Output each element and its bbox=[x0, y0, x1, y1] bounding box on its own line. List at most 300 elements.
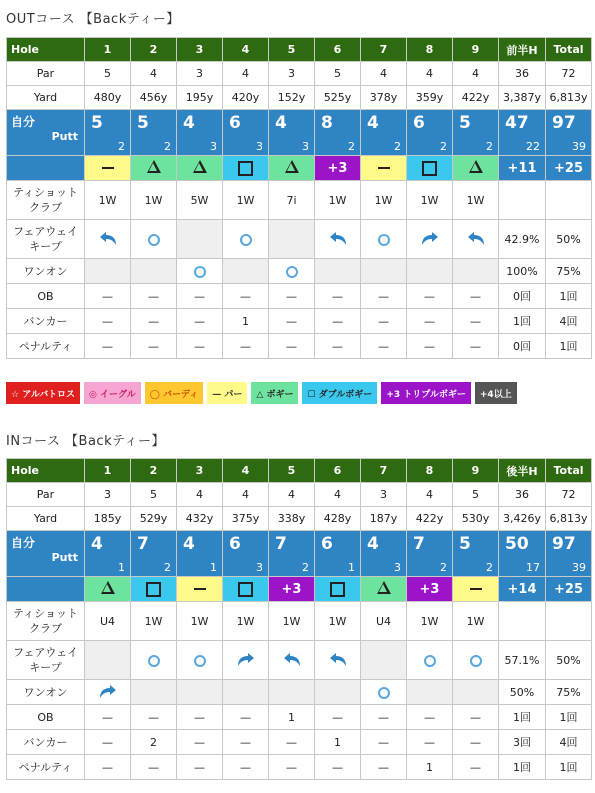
yard-row-cell: 152y bbox=[269, 86, 315, 110]
par-dash-icon bbox=[378, 167, 390, 169]
putts-value: 3 bbox=[302, 140, 309, 153]
hole-header-cell: 5 bbox=[269, 38, 315, 62]
fairway-sum-cell: 42.9% bbox=[499, 220, 546, 259]
tee-club-cell: 1W bbox=[361, 181, 407, 220]
fairway-cell bbox=[85, 641, 131, 680]
self-label: 自分 bbox=[11, 536, 36, 550]
ob-row-label: OB bbox=[7, 705, 85, 730]
hole-header-cell: 2 bbox=[131, 459, 177, 483]
putts-value: 2 bbox=[440, 561, 447, 574]
penalty-row-cell: — bbox=[223, 755, 269, 780]
par-row-cell: 36 bbox=[499, 62, 546, 86]
yard-row-cell: 420y bbox=[223, 86, 269, 110]
in-scorecard-table bbox=[6, 458, 592, 780]
hole-header-cell: 後半H bbox=[499, 459, 546, 483]
strokes-value: 4 bbox=[367, 113, 379, 133]
fairway-row bbox=[7, 220, 592, 259]
putts-value: 2 bbox=[486, 561, 493, 574]
yard-row-cell: 3,387y bbox=[499, 86, 546, 110]
bunker-row-cell: — bbox=[453, 730, 499, 755]
tee-club-cell bbox=[499, 602, 546, 641]
par-row-cell: 3 bbox=[361, 483, 407, 507]
par-row-cell: 4 bbox=[453, 62, 499, 86]
result-text: +3 bbox=[419, 581, 440, 597]
penalty-row-cell: — bbox=[177, 755, 223, 780]
strokes-value: 4 bbox=[183, 113, 195, 133]
bogey-triangle-icon bbox=[147, 160, 161, 173]
hole-header-cell: Total bbox=[546, 38, 592, 62]
fairway-hit-icon bbox=[194, 266, 206, 278]
hole-header-label: Hole bbox=[7, 459, 85, 483]
strokes-value: 7 bbox=[413, 534, 425, 554]
bunker-row-cell: — bbox=[85, 730, 131, 755]
fairway-cell bbox=[361, 220, 407, 259]
strokes-value: 4 bbox=[183, 534, 195, 554]
putts-value: 39 bbox=[572, 140, 586, 153]
tee-club-cell bbox=[499, 181, 546, 220]
bunker-row-cell: — bbox=[315, 309, 361, 334]
ob-row-cell: — bbox=[223, 705, 269, 730]
tee-club-row bbox=[7, 602, 592, 641]
tee-club-cell: 1W bbox=[269, 602, 315, 641]
bogey-triangle-icon bbox=[101, 581, 115, 594]
miss-right-arrow-icon bbox=[98, 685, 118, 698]
hole-header-cell: 4 bbox=[223, 459, 269, 483]
yard-row-cell: 530y bbox=[453, 507, 499, 531]
score-cell bbox=[453, 531, 499, 577]
one-on-cell bbox=[131, 680, 177, 705]
par-row bbox=[7, 62, 592, 86]
score-cell bbox=[499, 531, 546, 577]
bogey-triangle-icon bbox=[469, 160, 483, 173]
fairway-hit-icon bbox=[148, 234, 160, 246]
putts-value: 2 bbox=[164, 561, 171, 574]
bunker-row-cell: 1回 bbox=[499, 309, 546, 334]
fairway-row bbox=[7, 641, 592, 680]
one-on-cell bbox=[269, 259, 315, 284]
fairway-cell bbox=[361, 641, 407, 680]
fairway-hit-icon bbox=[148, 655, 160, 667]
score-cell bbox=[315, 110, 361, 156]
one-on-row bbox=[7, 680, 592, 705]
tee-club-cell: 1W bbox=[85, 181, 131, 220]
penalty-row-cell: — bbox=[407, 334, 453, 359]
one-on-cell bbox=[407, 259, 453, 284]
ob-row-label: OB bbox=[7, 284, 85, 309]
ob-row-cell: — bbox=[407, 284, 453, 309]
par-dash-icon bbox=[102, 167, 114, 169]
strokes-value: 5 bbox=[459, 113, 471, 133]
one-on-cell bbox=[131, 259, 177, 284]
result-par-cell bbox=[361, 156, 407, 181]
result-double-cell bbox=[131, 577, 177, 602]
score-cell bbox=[177, 110, 223, 156]
result-sum-cell: +25 bbox=[546, 577, 592, 602]
miss-left-arrow-icon bbox=[328, 653, 348, 666]
miss-right-arrow-icon bbox=[420, 232, 440, 245]
penalty-row-cell: — bbox=[269, 755, 315, 780]
putts-value: 2 bbox=[394, 140, 401, 153]
fairway-cell bbox=[177, 220, 223, 259]
hole-header-cell: 9 bbox=[453, 459, 499, 483]
bunker-row-cell: — bbox=[361, 309, 407, 334]
fairway-hit-icon bbox=[286, 266, 298, 278]
miss-left-arrow-icon bbox=[466, 232, 486, 245]
par-row-cell: 4 bbox=[131, 62, 177, 86]
result-double-cell bbox=[315, 577, 361, 602]
ob-row-cell: — bbox=[131, 705, 177, 730]
fairway-cell bbox=[223, 220, 269, 259]
penalty-row-label: ペナルティ bbox=[7, 755, 85, 780]
result-par-cell bbox=[453, 577, 499, 602]
putts-value: 2 bbox=[440, 140, 447, 153]
bunker-row-label: バンカー bbox=[7, 309, 85, 334]
strokes-value: 6 bbox=[229, 113, 241, 133]
fairway-sum-cell: 50% bbox=[546, 220, 592, 259]
tee-club-cell: 1W bbox=[131, 181, 177, 220]
yard-row-cell: 428y bbox=[315, 507, 361, 531]
penalty-row-cell: — bbox=[315, 334, 361, 359]
tee-club-cell: 1W bbox=[315, 602, 361, 641]
one-on-sum-cell: 75% bbox=[546, 259, 592, 284]
result-bogey-cell bbox=[453, 156, 499, 181]
legend-item: — パー bbox=[207, 382, 247, 404]
legend-item: ☆ アルバトロス bbox=[6, 382, 80, 404]
penalty-row-cell: — bbox=[85, 334, 131, 359]
miss-left-arrow-icon bbox=[282, 653, 302, 666]
par-row-cell: 4 bbox=[315, 483, 361, 507]
bunker-row-cell: — bbox=[361, 730, 407, 755]
one-on-label: ワンオン bbox=[7, 680, 85, 705]
yard-row-cell: 529y bbox=[131, 507, 177, 531]
par-row-cell: 4 bbox=[177, 483, 223, 507]
fairway-hit-icon bbox=[470, 655, 482, 667]
hole-header-cell: 1 bbox=[85, 38, 131, 62]
fairway-hit-icon bbox=[378, 234, 390, 246]
legend-item: ☐ ダブルボギー bbox=[302, 382, 377, 404]
ob-row-cell: 0回 bbox=[499, 284, 546, 309]
yard-row-label: Yard bbox=[7, 86, 85, 110]
par-row-cell: 4 bbox=[407, 62, 453, 86]
penalty-row-cell: — bbox=[361, 334, 407, 359]
miss-left-arrow-icon bbox=[328, 232, 348, 245]
tee-club-cell: 1W bbox=[223, 602, 269, 641]
bunker-row-cell: — bbox=[85, 309, 131, 334]
tee-club-label: ティショット クラブ bbox=[7, 181, 85, 220]
penalty-row-cell: — bbox=[361, 755, 407, 780]
hole-header-cell: 8 bbox=[407, 38, 453, 62]
ob-row-cell: — bbox=[85, 284, 131, 309]
score-cell bbox=[269, 531, 315, 577]
one-on-sum-cell: 100% bbox=[499, 259, 546, 284]
one-on-cell bbox=[361, 680, 407, 705]
double-bogey-square-icon bbox=[238, 161, 253, 176]
penalty-row-cell: — bbox=[453, 755, 499, 780]
yard-row-cell: 456y bbox=[131, 86, 177, 110]
out-course-title: OUTコース 【Backティー】 bbox=[6, 12, 180, 27]
putts-value: 2 bbox=[164, 140, 171, 153]
strokes-value: 7 bbox=[137, 534, 149, 554]
par-row-label: Par bbox=[7, 483, 85, 507]
tee-club-label: ティショット クラブ bbox=[7, 602, 85, 641]
bunker-row-cell: — bbox=[453, 309, 499, 334]
penalty-row-cell: — bbox=[315, 755, 361, 780]
tee-club-cell: 1W bbox=[453, 181, 499, 220]
par-row-cell: 3 bbox=[177, 62, 223, 86]
strokes-value: 47 bbox=[505, 113, 529, 133]
putts-value: 22 bbox=[526, 140, 540, 153]
par-row-cell: 4 bbox=[407, 483, 453, 507]
penalty-row-cell: — bbox=[131, 755, 177, 780]
double-bogey-square-icon bbox=[238, 582, 253, 597]
fairway-cell bbox=[453, 220, 499, 259]
strokes-value: 5 bbox=[459, 534, 471, 554]
putts-value: 17 bbox=[526, 561, 540, 574]
yard-row-cell: 480y bbox=[85, 86, 131, 110]
one-on-cell bbox=[315, 680, 361, 705]
strokes-value: 5 bbox=[91, 113, 103, 133]
fairway-cell bbox=[269, 641, 315, 680]
legend-item: △ ボギー bbox=[251, 382, 298, 404]
hole-header-cell: 2 bbox=[131, 38, 177, 62]
bunker-row-cell: — bbox=[407, 730, 453, 755]
one-on-cell bbox=[85, 259, 131, 284]
in-course-title: INコース 【Backティー】 bbox=[6, 434, 166, 449]
hole-header-row bbox=[7, 38, 592, 62]
fairway-cell bbox=[131, 220, 177, 259]
ob-row-cell: — bbox=[361, 705, 407, 730]
self-label-cell bbox=[7, 110, 85, 156]
hole-header-cell: 6 bbox=[315, 459, 361, 483]
bunker-row-cell: — bbox=[177, 309, 223, 334]
bunker-row-cell: 4回 bbox=[546, 730, 592, 755]
score-row bbox=[7, 110, 592, 156]
ob-row-cell: 1回 bbox=[546, 705, 592, 730]
score-cell bbox=[177, 531, 223, 577]
double-bogey-square-icon bbox=[146, 582, 161, 597]
result-triple-cell bbox=[407, 577, 453, 602]
par-row-cell: 4 bbox=[269, 483, 315, 507]
result-sum-cell: +11 bbox=[499, 156, 546, 181]
penalty-row-cell: 1回 bbox=[546, 334, 592, 359]
one-on-cell bbox=[453, 680, 499, 705]
ob-row-cell: — bbox=[453, 284, 499, 309]
one-on-label: ワンオン bbox=[7, 259, 85, 284]
bunker-row-cell: — bbox=[223, 730, 269, 755]
fairway-hit-icon bbox=[378, 687, 390, 699]
miss-right-arrow-icon bbox=[236, 653, 256, 666]
fairway-cell bbox=[131, 641, 177, 680]
tee-club-cell: U4 bbox=[85, 602, 131, 641]
tee-club-cell: 1W bbox=[453, 602, 499, 641]
yard-row bbox=[7, 86, 592, 110]
hole-header-cell: 8 bbox=[407, 459, 453, 483]
par-row-label: Par bbox=[7, 62, 85, 86]
hole-header-cell: 9 bbox=[453, 38, 499, 62]
bogey-triangle-icon bbox=[193, 160, 207, 173]
self-label: 自分 bbox=[11, 115, 36, 129]
score-cell bbox=[131, 531, 177, 577]
ob-row-cell: — bbox=[131, 284, 177, 309]
tee-club-row bbox=[7, 181, 592, 220]
putt-label: Putt bbox=[51, 130, 78, 143]
one-on-cell bbox=[315, 259, 361, 284]
yard-row-cell: 6,813y bbox=[546, 86, 592, 110]
bunker-row-cell: 1 bbox=[315, 730, 361, 755]
ob-row-cell: — bbox=[315, 284, 361, 309]
yard-row-cell: 422y bbox=[453, 86, 499, 110]
putts-value: 3 bbox=[256, 140, 263, 153]
one-on-cell bbox=[407, 680, 453, 705]
putts-value: 2 bbox=[486, 140, 493, 153]
yard-row-cell: 338y bbox=[269, 507, 315, 531]
yard-row-label: Yard bbox=[7, 507, 85, 531]
par-row-cell: 72 bbox=[546, 62, 592, 86]
strokes-value: 50 bbox=[505, 534, 529, 554]
score-cell bbox=[223, 110, 269, 156]
bunker-row-cell: — bbox=[269, 309, 315, 334]
par-row-cell: 5 bbox=[453, 483, 499, 507]
result-double-cell bbox=[223, 577, 269, 602]
yard-row-cell: 378y bbox=[361, 86, 407, 110]
one-on-sum-cell: 50% bbox=[499, 680, 546, 705]
fairway-sum-cell: 50% bbox=[546, 641, 592, 680]
result-sum-cell: +25 bbox=[546, 156, 592, 181]
result-bogey-cell bbox=[269, 156, 315, 181]
strokes-value: 6 bbox=[413, 113, 425, 133]
yard-row-cell: 359y bbox=[407, 86, 453, 110]
bogey-triangle-icon bbox=[285, 160, 299, 173]
fairway-sum-cell: 57.1% bbox=[499, 641, 546, 680]
one-on-cell bbox=[269, 680, 315, 705]
tee-club-cell: 5W bbox=[177, 181, 223, 220]
result-blank-cell bbox=[7, 156, 85, 181]
ob-row-cell: — bbox=[85, 705, 131, 730]
par-row-cell: 4 bbox=[361, 62, 407, 86]
score-cell bbox=[361, 110, 407, 156]
par-row-cell: 36 bbox=[499, 483, 546, 507]
tee-club-cell: 1W bbox=[407, 602, 453, 641]
fairway-cell bbox=[177, 641, 223, 680]
fairway-cell bbox=[407, 641, 453, 680]
penalty-row-cell: — bbox=[269, 334, 315, 359]
penalty-row bbox=[7, 755, 592, 780]
yard-row-cell: 185y bbox=[85, 507, 131, 531]
ob-row-cell: 1回 bbox=[499, 705, 546, 730]
strokes-value: 8 bbox=[321, 113, 333, 133]
one-on-cell bbox=[361, 259, 407, 284]
bunker-row-cell: — bbox=[269, 730, 315, 755]
tee-club-cell: 1W bbox=[223, 181, 269, 220]
putts-value: 1 bbox=[348, 561, 355, 574]
result-triple-cell bbox=[269, 577, 315, 602]
hole-header-label: Hole bbox=[7, 38, 85, 62]
hole-header-cell: 3 bbox=[177, 38, 223, 62]
fairway-cell bbox=[407, 220, 453, 259]
fairway-cell bbox=[223, 641, 269, 680]
fairway-cell bbox=[269, 220, 315, 259]
penalty-row-cell: 1回 bbox=[499, 755, 546, 780]
fairway-label: フェアウェイ キープ bbox=[7, 641, 85, 680]
self-label-cell bbox=[7, 531, 85, 577]
penalty-row-cell: 0回 bbox=[499, 334, 546, 359]
result-double-cell bbox=[407, 156, 453, 181]
one-on-cell bbox=[177, 259, 223, 284]
ob-row-cell: — bbox=[177, 284, 223, 309]
fairway-cell bbox=[315, 220, 361, 259]
yard-row-cell: 525y bbox=[315, 86, 361, 110]
hole-header-cell: 1 bbox=[85, 459, 131, 483]
one-on-cell bbox=[453, 259, 499, 284]
par-row-cell: 72 bbox=[546, 483, 592, 507]
ob-row-cell: — bbox=[361, 284, 407, 309]
fairway-hit-icon bbox=[194, 655, 206, 667]
hole-header-cell: 3 bbox=[177, 459, 223, 483]
one-on-row bbox=[7, 259, 592, 284]
putts-value: 1 bbox=[118, 561, 125, 574]
score-cell bbox=[361, 531, 407, 577]
result-row bbox=[7, 156, 592, 181]
bunker-row-cell: 1 bbox=[223, 309, 269, 334]
tee-club-cell: 1W bbox=[177, 602, 223, 641]
ob-row-cell: — bbox=[177, 705, 223, 730]
bunker-row-cell: 4回 bbox=[546, 309, 592, 334]
putts-value: 2 bbox=[302, 561, 309, 574]
strokes-value: 97 bbox=[552, 113, 576, 133]
result-bogey-cell bbox=[361, 577, 407, 602]
result-par-cell bbox=[177, 577, 223, 602]
one-on-cell bbox=[223, 680, 269, 705]
hole-header-cell: Total bbox=[546, 459, 592, 483]
strokes-value: 5 bbox=[137, 113, 149, 133]
ob-row-cell: 1回 bbox=[546, 284, 592, 309]
score-cell bbox=[85, 531, 131, 577]
bunker-row bbox=[7, 730, 592, 755]
result-triple-cell bbox=[315, 156, 361, 181]
tee-club-cell: 1W bbox=[131, 602, 177, 641]
result-row bbox=[7, 577, 592, 602]
score-cell bbox=[546, 531, 592, 577]
yard-row-cell: 375y bbox=[223, 507, 269, 531]
tee-club-cell bbox=[546, 181, 592, 220]
score-cell bbox=[315, 531, 361, 577]
putts-value: 39 bbox=[572, 561, 586, 574]
putts-value: 3 bbox=[256, 561, 263, 574]
one-on-cell bbox=[223, 259, 269, 284]
penalty-row-cell: — bbox=[177, 334, 223, 359]
fairway-hit-icon bbox=[424, 655, 436, 667]
ob-row-cell: — bbox=[269, 284, 315, 309]
strokes-value: 97 bbox=[552, 534, 576, 554]
score-cell bbox=[499, 110, 546, 156]
yard-row bbox=[7, 507, 592, 531]
hole-header-cell: 4 bbox=[223, 38, 269, 62]
score-cell bbox=[407, 531, 453, 577]
bunker-row-cell: 3回 bbox=[499, 730, 546, 755]
hole-header-cell: 7 bbox=[361, 459, 407, 483]
hole-header-cell: 前半H bbox=[499, 38, 546, 62]
par-row-cell: 3 bbox=[85, 483, 131, 507]
ob-row-cell: — bbox=[315, 705, 361, 730]
bunker-row bbox=[7, 309, 592, 334]
strokes-value: 6 bbox=[229, 534, 241, 554]
strokes-value: 4 bbox=[275, 113, 287, 133]
result-sum-cell: +14 bbox=[499, 577, 546, 602]
score-legend bbox=[6, 382, 591, 404]
bunker-row-label: バンカー bbox=[7, 730, 85, 755]
ob-row-cell: 1 bbox=[269, 705, 315, 730]
result-blank-cell bbox=[7, 577, 85, 602]
